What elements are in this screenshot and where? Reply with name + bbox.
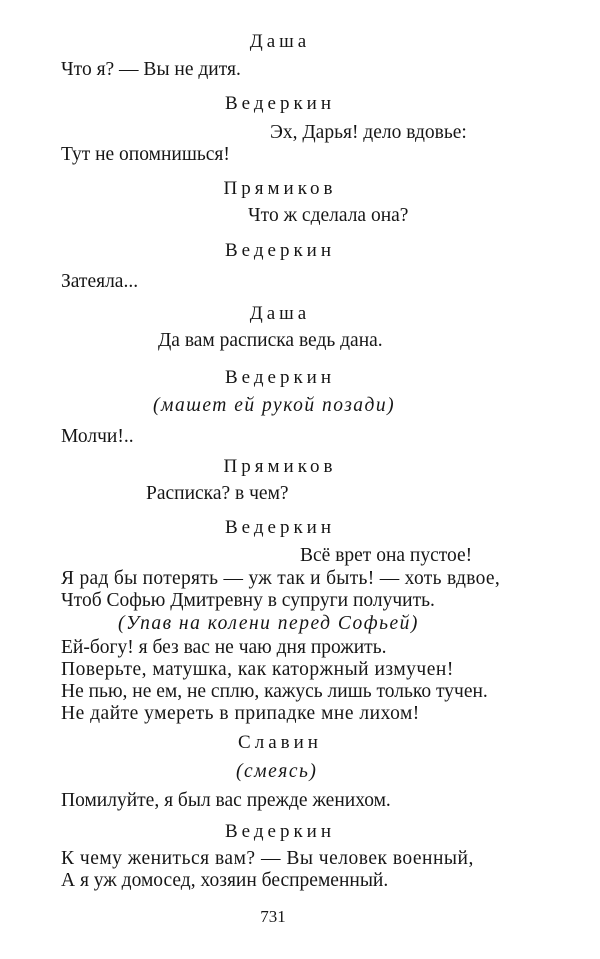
verse-line: Не пью, не ем, не сплю, кажусь лишь только тучен. [61,681,488,702]
verse-line: Что ж сделала она? [248,205,409,226]
speaker-name: Даша [249,31,311,52]
verse-line: Всё врет она пустое! [300,545,473,566]
verse-line: Помилуйте, я был вас прежде женихом. [61,790,391,811]
verse-line: Расписка? в чем? [146,483,289,504]
verse-line: Поверьте, матушка, как каторжный измучен! [61,659,454,680]
verse-line: Молчи!.. [61,426,134,447]
verse-line: К чему жениться вам? — Вы человек военный, [61,848,474,869]
stage-direction: (машет ей рукой позади) [153,395,396,416]
verse-line: Я рад бы потерять — уж так и быть! — хоть вдвое, [61,568,500,589]
speaker-name: Ведеркин [224,821,336,842]
stage-direction: (смеясь) [236,761,318,782]
speaker-name: Прямиков [223,178,337,199]
page-number: 731 [260,907,286,926]
verse-line: Не дайте умереть в припадке мне лихом! [61,703,420,724]
verse-line: Эх, Дарья! дело вдовье: [270,122,467,143]
speaker-name: Ведеркин [224,517,336,538]
verse-line: Что я? — Вы не дитя. [61,59,241,80]
speaker-name: Славин [238,732,322,753]
speaker-name: Ведеркин [224,240,336,261]
stage-direction: (Упав на колени перед Софьей) [118,613,419,634]
verse-line: Да вам расписка ведь дана. [158,330,383,351]
speaker-name: Прямиков [223,456,337,477]
speaker-name: Ведеркин [224,367,336,388]
verse-line: А я уж домосед, хозяин беспременный. [61,870,389,891]
speaker-name: Ведеркин [224,93,336,114]
verse-line: Ей-богу! я без вас не чаю дня прожить. [61,637,387,658]
verse-line: Затеяла... [61,271,139,292]
verse-line: Тут не опомнишься! [61,144,230,165]
speaker-name: Даша [249,303,311,324]
verse-line: Чтоб Софью Дмитревну в супруги получить. [61,590,435,611]
